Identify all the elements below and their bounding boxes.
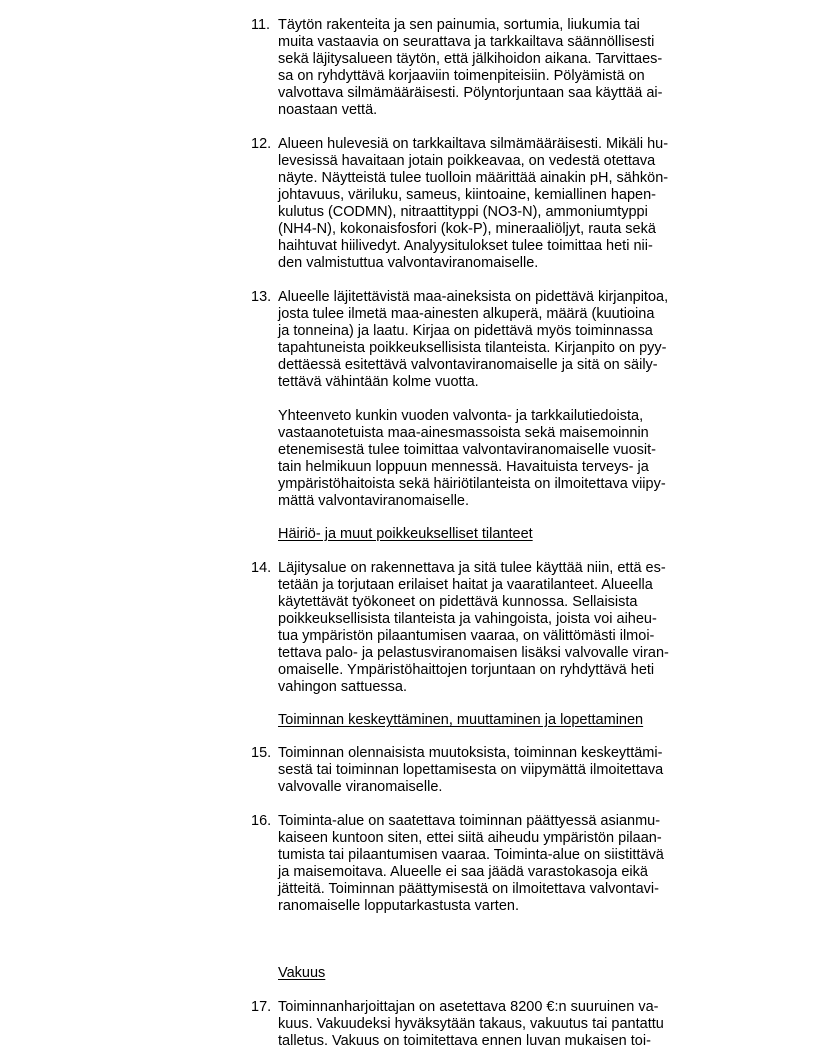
text-line: sestä tai toiminnan lopettamisesta on viipymättä ilmoitettava	[278, 762, 664, 778]
text-line: jätteitä. Toiminnan päättymisestä on ilmoitettava valvontavi-	[278, 881, 659, 897]
text-line: Täytön rakenteita ja sen painumia, sortumia, liukumia tai	[278, 17, 640, 33]
text-line: ranomaiselle lopputarkastusta varten.	[278, 898, 519, 914]
text-line: tua ympäristön pilaantumisen vaaraa, on välittömästi ilmoi-	[278, 628, 655, 644]
text-line: talletus. Vakuus on toimitettava ennen luvan mukaisen toi-	[278, 1033, 651, 1049]
text-line: Toiminta-alue on saatettava toiminnan päättyessä asianmu-	[278, 813, 661, 829]
text-line: vastaanotetuista maa-ainesmassoista sekä maisemoinnin	[278, 425, 649, 441]
text-line: noastaan vettä.	[278, 102, 378, 118]
text-line: levesissä havaitaan jotain poikkeavaa, on vedestä otettava	[278, 153, 656, 169]
section-heading: Toiminnan keskeyttäminen, muuttaminen ja lopettaminen	[278, 712, 644, 728]
item-number: 12.	[251, 136, 272, 152]
text-line: dettäessä esitettävä valvontaviranomaiselle ja sitä on säily-	[278, 357, 658, 373]
text-line: tettava palo- ja pelastusviranomaisen lisäksi valvovalle viran-	[278, 645, 669, 661]
text-line: tain helmikuun loppuun mennessä. Havaituista terveys- ja	[278, 459, 649, 475]
text-line: etenemisestä tulee toimittaa valvontaviranomaiselle vuosit-	[278, 442, 656, 458]
text-line: näyte. Näytteistä tulee tuolloin määrittää ainakin pH, sähkön-	[278, 170, 669, 186]
text-line: valvottava silmämääräisesti. Pölyntorjuntaan saa käyttää ai-	[278, 85, 663, 101]
text-line: kulutus (CODMN), nitraattityppi (NO3-N), ammoniumtyppi	[278, 204, 648, 220]
text-line: kuus. Vakuudeksi hyväksytään takaus, vakuutus tai pantattu	[278, 1016, 664, 1032]
text-line: Alueelle läjitettävistä maa-aineksista on pidettävä kirjanpitoa,	[278, 289, 669, 305]
text-line: ympäristöhaitoista sekä häiriötilanteista on ilmoitettava viipy-	[278, 476, 666, 492]
item-number: 15.	[251, 745, 272, 761]
text-line: Alueen hulevesiä on tarkkailtava silmämääräisesti. Mikäli hu-	[278, 136, 669, 152]
text-line: tettävä vähintään kolme vuotta.	[278, 374, 479, 390]
text-line: ja tonneina) ja laatu. Kirjaa on pidettävä myös toiminnassa	[278, 323, 653, 339]
text-line: omaiselle. Ympäristöhaittojen torjuntaan on ryhdyttävä heti	[278, 662, 655, 678]
item-number: 17.	[251, 999, 272, 1015]
text-line: Toiminnanharjoittajan on asetettava 8200 €:n suuruinen va-	[278, 999, 659, 1015]
text-line: haihtuvat hiilivedyt. Analyysitulokset tulee toimittaa heti nii-	[278, 238, 653, 254]
section-heading: Häiriö- ja muut poikkeukselliset tilanteet	[278, 526, 533, 542]
text-line: Yhteenveto kunkin vuoden valvonta- ja tarkkailutiedoista,	[278, 408, 644, 424]
text-line: josta tulee ilmetä maa-ainesten alkuperä, määrä (kuutioina	[278, 306, 655, 322]
text-line: sa on ryhdyttävä korjaaviin toimenpiteisiin. Pölyämistä on	[278, 68, 645, 84]
text-line: tapahtuneista poikkeuksellisista tilanteista. Kirjanpito on pyy-	[278, 340, 667, 356]
text-line: tumista tai pilaantumisen vaaraa. Toiminta-alue on siistittävä	[278, 847, 664, 863]
text-line: johtavuus, väriluku, sameus, kiintoaine, kemiallinen hapen-	[278, 187, 657, 203]
text-line: sekä läjitysalueen täytön, että jälkihoidon aikana. Tarvittaes-	[278, 51, 663, 67]
item-number: 14.	[251, 560, 272, 576]
text-line: käytettävät työkoneet on pidettävä kunnossa. Sellaisista	[278, 594, 638, 610]
text-line: ja maisemoitava. Alueelle ei saa jäädä varastokasoja eikä	[278, 864, 648, 880]
text-line: tetään ja torjutaan erilaiset haitat ja vaaratilanteet. Alueella	[278, 577, 653, 593]
item-number: 13.	[251, 289, 272, 305]
text-line: kaiseen kuntoon siten, ettei siitä aiheudu ympäristön pilaan-	[278, 830, 662, 846]
text-line: Toiminnan olennaisista muutoksista, toiminnan keskeyttämi-	[278, 745, 663, 761]
text-line: muita vastaavia on seurattava ja tarkkailtava säännöllisesti	[278, 34, 655, 50]
text-line: poikkeuksellisista tilanteista ja vahingoista, joista voi aiheu-	[278, 611, 657, 627]
text-line: den valmistuttua valvontaviranomaiselle.	[278, 255, 539, 271]
text-line: mättä valvontaviranomaiselle.	[278, 493, 470, 509]
item-number: 16.	[251, 813, 272, 829]
text-line: Läjitysalue on rakennettava ja sitä tulee käyttää niin, että es-	[278, 560, 666, 576]
text-line: valvovalle viranomaiselle.	[278, 779, 443, 795]
item-number: 11.	[251, 17, 271, 33]
text-line: vahingon sattuessa.	[278, 679, 407, 695]
section-heading: Vakuus	[278, 965, 326, 981]
text-line: (NH4-N), kokonaisfosfori (kok-P), mineraaliöljyt, rauta sekä	[278, 221, 656, 237]
